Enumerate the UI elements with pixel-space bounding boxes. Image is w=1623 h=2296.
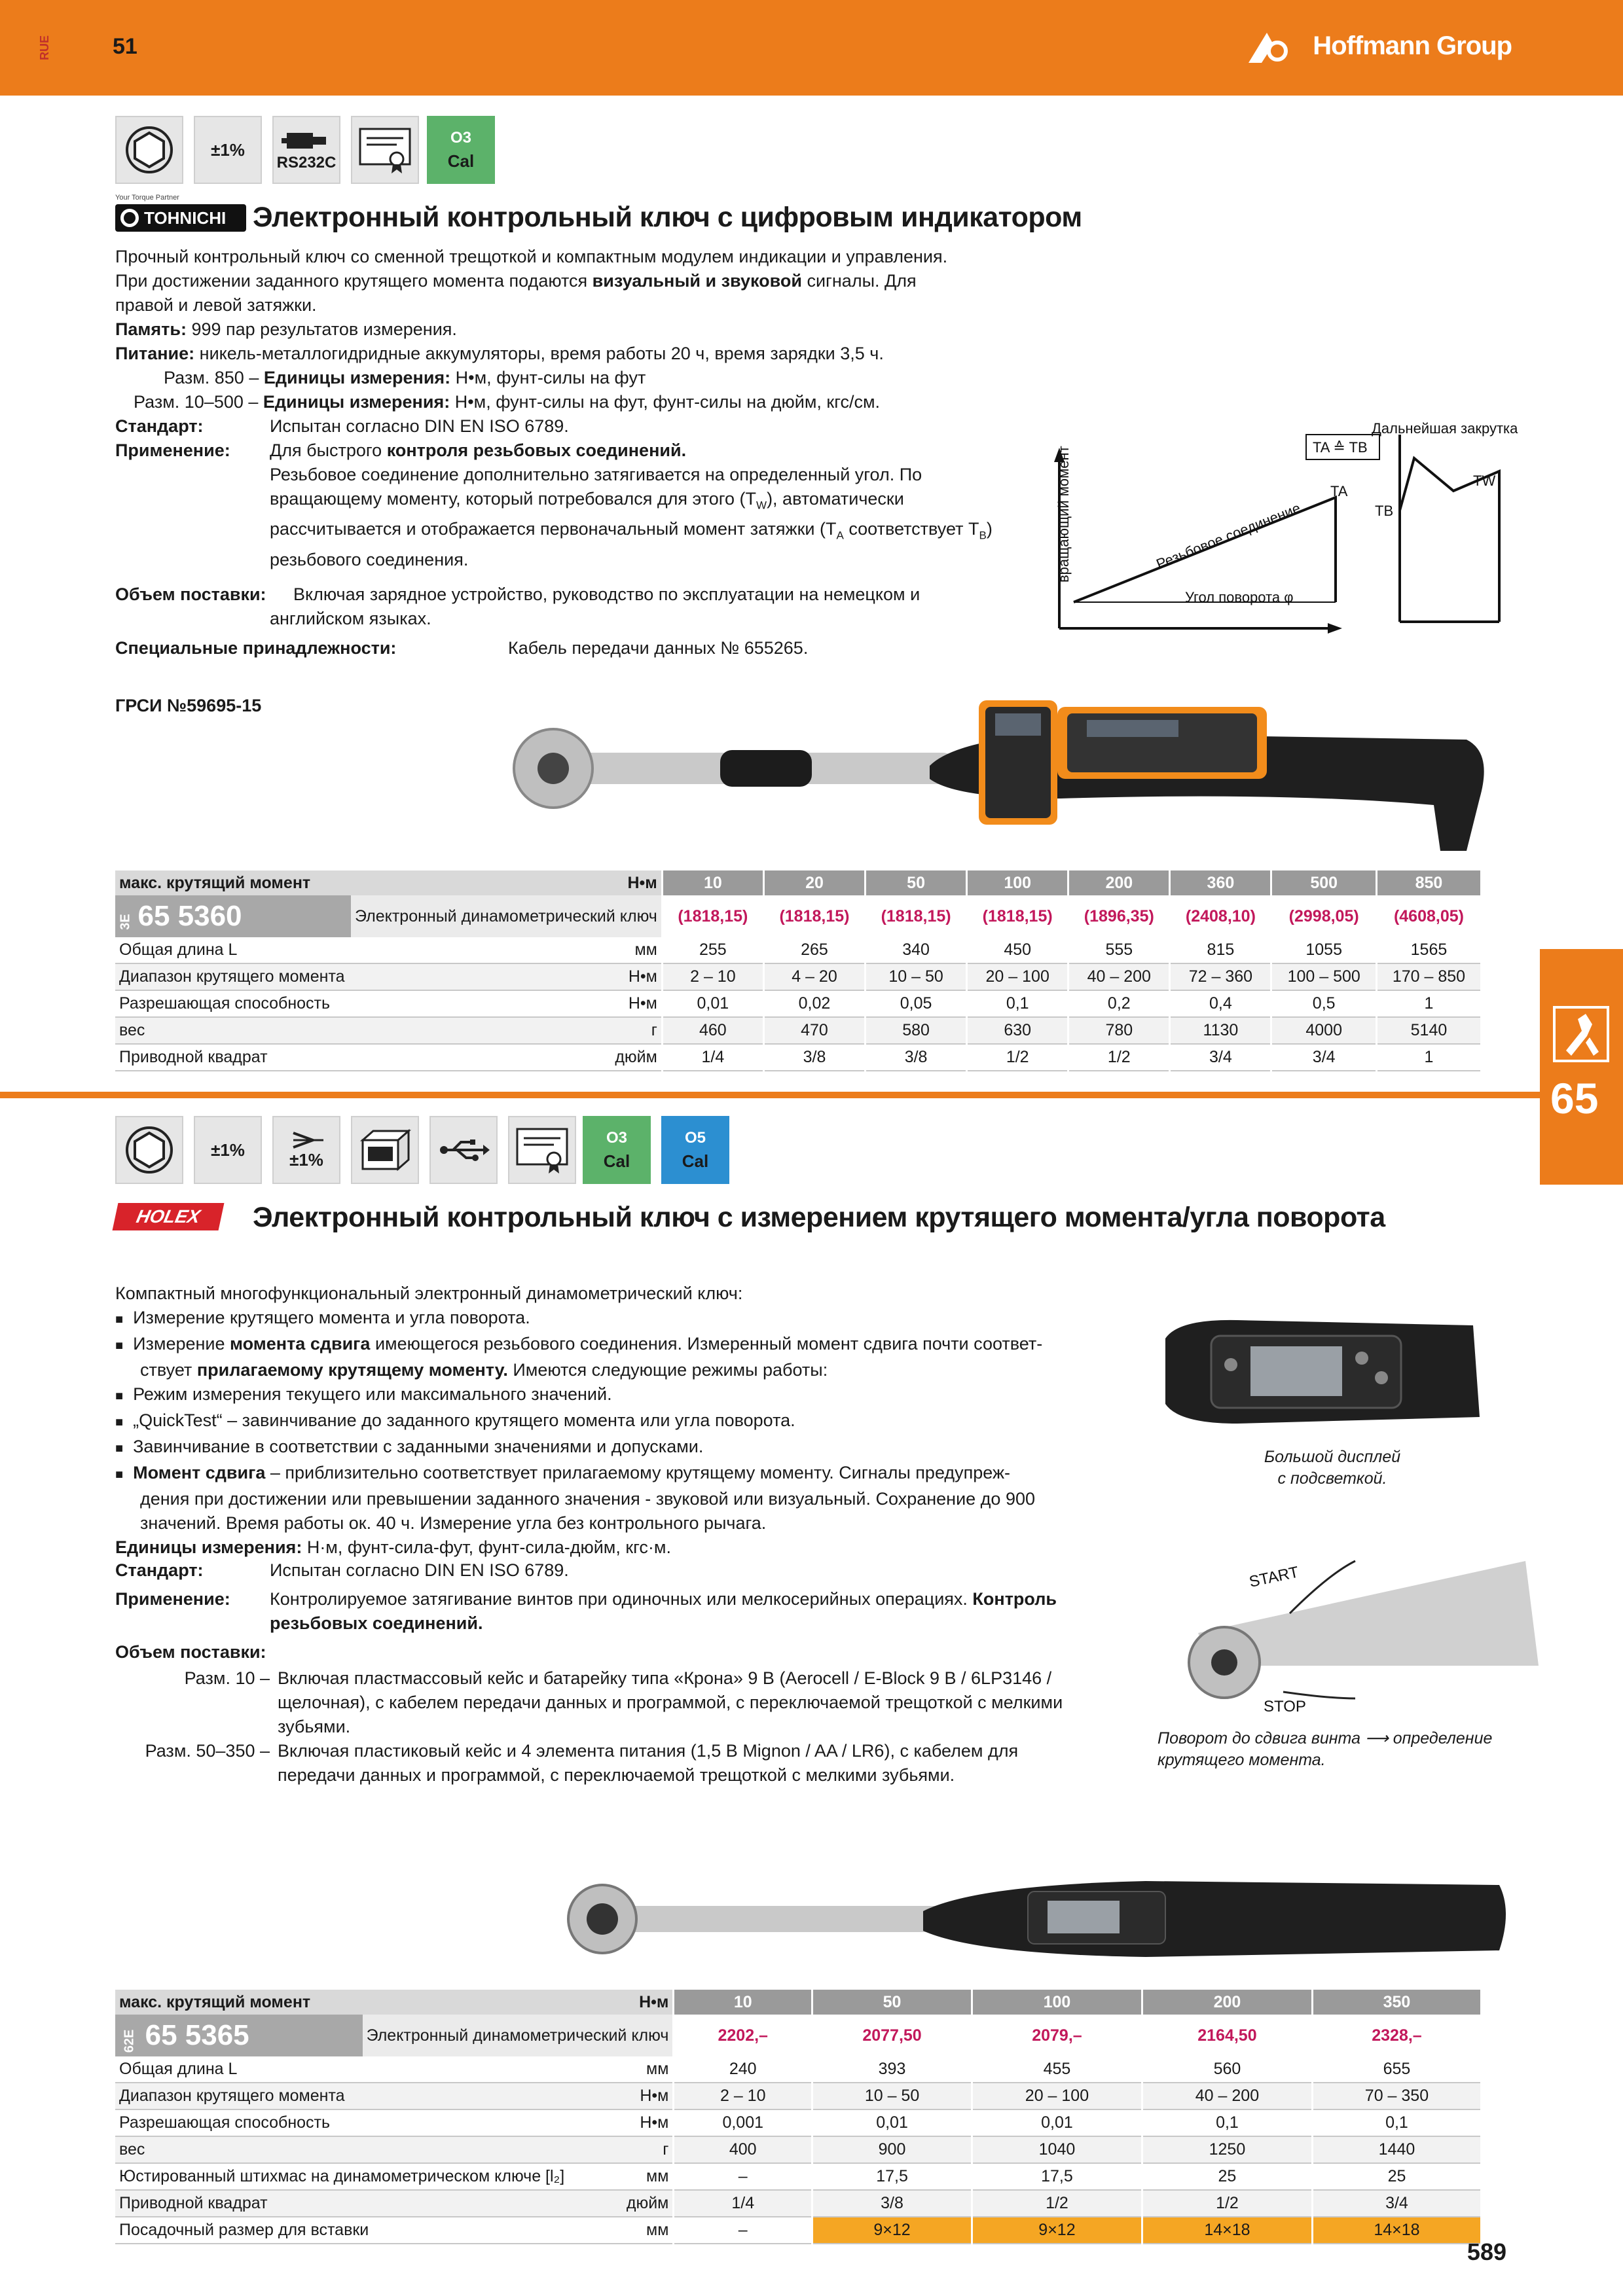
- product-description-2: [115, 1282, 1130, 1560]
- application-label: Применение:: [115, 1589, 230, 1609]
- table-cell: 265: [763, 937, 865, 963]
- caption-angle: Поворот до сдвига винта ⟶ определение крутящего момента.: [1158, 1729, 1493, 1769]
- price-cell: 2202,–: [674, 2015, 812, 2056]
- table-cell: 455: [972, 2056, 1142, 2083]
- intro-line-3: правой и левой затяжки.: [115, 295, 317, 315]
- bullet-item: ■ Измерение крутящего момента и угла поворота.: [115, 1308, 530, 1327]
- price-cell: (2408,10): [1170, 895, 1271, 937]
- max-torque-label: макс. крутящий момент: [115, 870, 520, 895]
- certificate-icon: [508, 1116, 576, 1184]
- table-cell: 580: [866, 1017, 967, 1044]
- price-cell: (4608,05): [1376, 895, 1480, 937]
- size-cell: 200: [1142, 1990, 1312, 2015]
- hoffmann-logo-icon: [1247, 31, 1288, 64]
- max-torque-label: макс. крутящий момент: [115, 1990, 598, 2015]
- table-cell: 0,5: [1271, 990, 1376, 1017]
- cal-label: Cal: [682, 1151, 709, 1171]
- table-cell: 1130: [1170, 1017, 1271, 1044]
- intro-line: Компактный многофункциональный электронный динамометрический ключ:: [115, 1283, 743, 1303]
- bullet-item: ■ Измерение момента сдвига имеющегося резьбового соединения. Измеренный момент сдвига почти соответ-: [115, 1334, 1043, 1354]
- row-label: Разрешающая способность: [115, 2109, 598, 2136]
- price-cell: (1818,15): [763, 895, 865, 937]
- tohnichi-logo-icon: [120, 209, 139, 227]
- bullet-item: ■ Завинчивание в соответствии с заданными значениями и допусками.: [115, 1437, 704, 1456]
- product-name: Электронный динамометрический ключ: [363, 2015, 674, 2056]
- table-cell: 9×12: [972, 2217, 1142, 2244]
- row-unit: г: [598, 2136, 674, 2163]
- size-cell: 100: [972, 1990, 1142, 2015]
- table-cell: 3/8: [763, 1044, 865, 1071]
- table-cell: 17,5: [812, 2163, 972, 2190]
- cal-code: O3: [606, 1128, 627, 1147]
- row-unit: мм: [598, 2163, 674, 2190]
- table-cell: 460: [662, 1017, 763, 1044]
- diagram-further-label: Дальнейшая закрутка: [1372, 420, 1518, 437]
- size-cell: 350: [1312, 1990, 1480, 2015]
- table-cell: 4000: [1271, 1017, 1376, 1044]
- table-price-row: [115, 2015, 1480, 2056]
- standard-label: Стандарт:: [115, 1560, 204, 1580]
- table-cell: 3/4: [1312, 2190, 1480, 2217]
- table-header-row: [115, 1990, 1480, 2015]
- angle-accuracy-badge: [272, 1116, 340, 1184]
- size-cell: 20: [763, 870, 865, 895]
- product-name: Электронный динамометрический ключ: [351, 895, 662, 937]
- diagram-y-label: вращающий момент: [1055, 446, 1072, 583]
- price-cell: (1818,15): [662, 895, 763, 937]
- cal-badge-o3: [583, 1116, 651, 1184]
- size-cell: 10: [662, 870, 763, 895]
- size-cell: 50: [812, 1990, 972, 2015]
- row-unit: дюйм: [598, 2190, 674, 2217]
- table-cell: 0,01: [812, 2109, 972, 2136]
- table-cell: 40 – 200: [1142, 2083, 1312, 2109]
- table-cell: 340: [866, 937, 967, 963]
- tohnichi-wrench-image: [498, 694, 1519, 864]
- application-text: Контролируемое затягивание винтов при одиночных или мелкосерийных операциях. Контроль резьбовых соединений.: [270, 1589, 1057, 1633]
- table-cell: 1/2: [1142, 2190, 1312, 2217]
- table-cell: 240: [674, 2056, 812, 2083]
- table-row: [115, 2163, 1480, 2190]
- product-title-1: Электронный контрольный ключ с цифровым индикатором: [253, 202, 1082, 233]
- price-cell: (1818,15): [967, 895, 1068, 937]
- cal-label: Cal: [447, 151, 475, 171]
- cal-label: Cal: [603, 1151, 630, 1171]
- certificate-icon: [351, 116, 419, 184]
- row-label: Посадочный размер для вставки: [115, 2217, 598, 2244]
- price-cell: 2077,50: [812, 2015, 972, 2056]
- torque-angle-diagram: [1048, 406, 1519, 641]
- article-code: 3E 65 5360: [115, 895, 351, 937]
- table-cell: 900: [812, 2136, 972, 2163]
- row-label: Приводной квадрат: [115, 2190, 598, 2217]
- size-cell: 50: [866, 870, 967, 895]
- brand-partner-text: Your Torque Partner: [115, 194, 179, 202]
- table-cell: 25: [1312, 2163, 1480, 2190]
- row-label: Диапазон крутящего момента: [115, 2083, 598, 2109]
- table-cell: 0,05: [866, 990, 967, 1017]
- size-cell: 360: [1170, 870, 1271, 895]
- bullet-item: ■ „QuickTest“ – завинчивание до заданного крутящего момента или угла поворота.: [115, 1410, 795, 1430]
- cal-code: O5: [684, 1128, 706, 1147]
- page-number: 589: [1467, 2238, 1506, 2265]
- diagram-slope-label: Резьбовое соединение: [1154, 499, 1304, 573]
- table-cell: 100 – 500: [1271, 963, 1376, 990]
- product-description-1: [115, 245, 1045, 414]
- max-torque-unit: Н•м: [598, 1990, 674, 2015]
- table-row: [115, 990, 1480, 1017]
- row-unit: Н•м: [598, 2109, 674, 2136]
- tohnichi-brand-name: TOHNICHI: [144, 207, 227, 228]
- table-cell: 3/4: [1170, 1044, 1271, 1071]
- price-cell: 2079,–: [972, 2015, 1142, 2056]
- table-row: [115, 1044, 1480, 1071]
- diagram-ta: TA: [1330, 483, 1348, 499]
- table-cell: 14×18: [1142, 2217, 1312, 2244]
- holex-brand-name: HOLEX: [134, 1206, 202, 1227]
- table-cell: 1/2: [1068, 1044, 1170, 1071]
- table-row: [115, 2136, 1480, 2163]
- table-cell: 14×18: [1312, 2217, 1480, 2244]
- row-label: Юстированный штихмас на динамометрическом ключе [l₂]: [115, 2163, 598, 2190]
- tohnichi-logo: [115, 204, 246, 232]
- table-row: [115, 937, 1480, 963]
- size-cell: 100: [967, 870, 1068, 895]
- table-cell: 0,1: [967, 990, 1068, 1017]
- table-cell: 1565: [1376, 937, 1480, 963]
- table-cell: –: [674, 2163, 812, 2190]
- price-cell: (1818,15): [866, 895, 967, 937]
- table-cell: 393: [812, 2056, 972, 2083]
- table-cell: 40 – 200: [1068, 963, 1170, 990]
- language-code: RUE: [38, 35, 51, 60]
- table-cell: 655: [1312, 2056, 1480, 2083]
- power-line: Питание: никель-металлогидридные аккумуляторы, время работы 20 ч, время зарядки 3,5 ч.: [115, 344, 884, 363]
- row-unit: г: [520, 1017, 662, 1044]
- price-cell: 2328,–: [1312, 2015, 1480, 2056]
- section-number: 65: [1550, 1074, 1599, 1122]
- product-table-1: [115, 870, 1480, 1071]
- units-850-line: Разм. 850 – Единицы измерения: Н•м, фунт-силы на фут: [164, 368, 646, 387]
- row-label: Общая длина L: [115, 937, 520, 963]
- price-cell: (2998,05): [1271, 895, 1376, 937]
- accuracy-badge: [194, 1116, 262, 1184]
- table-cell: 1250: [1142, 2136, 1312, 2163]
- bullet-item: ■ Режим измерения текущего или максимального значений.: [115, 1384, 612, 1404]
- product-table-2: [115, 1990, 1480, 2244]
- units-10-line: Разм. 10–500 – Единицы измерения: Н•м, фунт-силы на фут, фунт-силы на дюйм, кгс/см.: [134, 392, 881, 412]
- table-cell: 1: [1376, 1044, 1480, 1071]
- table-cell: 3/8: [812, 2190, 972, 2217]
- standard-label: Стандарт:: [115, 416, 204, 436]
- table-cell: 815: [1170, 937, 1271, 963]
- standard-value: Испытан согласно DIN EN ISO 6789.: [270, 416, 569, 436]
- table-row: [115, 2083, 1480, 2109]
- table-cell: 10 – 50: [866, 963, 967, 990]
- bullet-continuation: ствует прилагаемому крутящему моменту. Имеются следующие режимы работы:: [140, 1360, 828, 1380]
- price-cell: (1896,35): [1068, 895, 1170, 937]
- row-unit: Н•м: [520, 990, 662, 1017]
- table-cell: 1/2: [972, 2190, 1142, 2217]
- table-cell: 170 – 850: [1376, 963, 1480, 990]
- stop-label: STOP: [1264, 1698, 1306, 1715]
- accuracy-badge: [194, 116, 262, 184]
- scope-text: Разм. 10 – Включая пластмассовый кейс и батарейку типа «Крона» 9 В (Aerocell / E-Block 9 B / 6LP3146 / щелочная), с кабелем передачи данных и программой, с переключаемой трещоткой с мелкими зубьями. Разм. 50–350 – Включая пластиковый кейс и 4 элемента питания (1,5 В Mignon / AA / LR6), с кабелем для передачи данных и программой, с переключаемой трещоткой с мелкими зубьями.: [145, 1668, 1063, 1785]
- rs232c-label: RS232C: [276, 154, 337, 171]
- table-row: [115, 2109, 1480, 2136]
- table-cell: 780: [1068, 1017, 1170, 1044]
- hex-socket-icon: [115, 116, 183, 184]
- row-label: Диапазон крутящего момента: [115, 963, 520, 990]
- table-cell: 2 – 10: [662, 963, 763, 990]
- table-cell: 255: [662, 937, 763, 963]
- row-unit: мм: [598, 2056, 674, 2083]
- size-cell: 500: [1271, 870, 1376, 895]
- cal-badge-o3: [427, 116, 495, 184]
- table-cell: 560: [1142, 2056, 1312, 2083]
- accuracy-label: ±1%: [211, 139, 245, 160]
- row-label: вес: [115, 2136, 598, 2163]
- table-cell: 9×12: [812, 2217, 972, 2244]
- table-cell: 1055: [1271, 937, 1376, 963]
- angle-icon: [287, 1130, 326, 1150]
- table-cell: 3/4: [1271, 1044, 1376, 1071]
- holex-wrench-image: [556, 1872, 1512, 1977]
- intro-line-1: Прочный контрольный ключ со сменной трещоткой и компактным модулем индикации и управления.: [115, 247, 948, 266]
- table-cell: 0,01: [972, 2109, 1142, 2136]
- row-label: Общая длина L: [115, 2056, 598, 2083]
- intro-line-2: При достижении заданного крутящего момента подаются визуальный и звуковой сигналы. Для: [115, 271, 917, 291]
- table-cell: 0,1: [1312, 2109, 1480, 2136]
- table-cell: 0,4: [1170, 990, 1271, 1017]
- table-row: [115, 1017, 1480, 1044]
- row-unit: Н•м: [520, 963, 662, 990]
- memory-line: Память: 999 пар результатов измерения.: [115, 319, 457, 339]
- row-unit: дюйм: [520, 1044, 662, 1071]
- table-header-row: [115, 870, 1480, 895]
- table-cell: 1/4: [674, 2190, 812, 2217]
- max-torque-unit: Н•м: [520, 870, 662, 895]
- brand-name: Hoffmann Group: [1313, 31, 1512, 60]
- table-row: [115, 2190, 1480, 2217]
- table-body-2: [115, 2056, 1480, 2244]
- table-cell: 0,01: [662, 990, 763, 1017]
- table-cell: 0,1: [1142, 2109, 1312, 2136]
- table-cell: 10 – 50: [812, 2083, 972, 2109]
- table-cell: 20 – 100: [967, 963, 1068, 990]
- table-cell: 1/4: [662, 1044, 763, 1071]
- cal-code: O3: [450, 128, 471, 147]
- table-row: [115, 963, 1480, 990]
- application-text: Для быстрого контроля резьбовых соединений. Резьбовое соединение дополнительно затягивается на определенный угол. По вращающему моменту, который потребовался для этого $(T_W)$, автоматически рассчитывается и отображается первоначальный момент затяжки ($T_A$ соответствует $T_B$) резьбового соединения.: [270, 440, 993, 569]
- accuracy-label: ±1%: [211, 1139, 245, 1160]
- units-line: Единицы измерения: Н·м, фунт-сила-фут, фунт-сила-дюйм, кгс·м.: [115, 1537, 671, 1557]
- scope-text: Включая зарядное устройство, руководство по эксплуатации на немецком и английском языках.: [270, 584, 921, 628]
- table-cell: 400: [674, 2136, 812, 2163]
- bullet-continuation: значений. Время работы ок. 40 ч. Измерение угла без контрольного рычага.: [140, 1513, 767, 1533]
- caption-display: Большой дисплей с подсветкой.: [1264, 1448, 1401, 1488]
- size-cell: 200: [1068, 870, 1170, 895]
- table-cell: 450: [967, 937, 1068, 963]
- section-divider: [0, 1092, 1545, 1098]
- table-cell: 25: [1142, 2163, 1312, 2190]
- display-closeup-image: [1159, 1312, 1486, 1443]
- table-cell: 1440: [1312, 2136, 1480, 2163]
- table-cell: –: [674, 2217, 812, 2244]
- table-cell: 20 – 100: [972, 2083, 1142, 2109]
- rs232c-plug-icon: [280, 128, 333, 154]
- table-row: [115, 2056, 1480, 2083]
- table-cell: 70 – 350: [1312, 2083, 1480, 2109]
- table-cell: 470: [763, 1017, 865, 1044]
- display-icon: [351, 1116, 419, 1184]
- table-cell: 1/2: [967, 1044, 1068, 1071]
- table-cell: 555: [1068, 937, 1170, 963]
- grsi-number: ГРСИ №59695-15: [115, 696, 262, 715]
- diagram-x-label: Угол поворота φ: [1185, 589, 1294, 605]
- diagram-tw: TW: [1473, 473, 1496, 489]
- table-price-row: [115, 895, 1480, 937]
- cal-badge-o5: [661, 1116, 729, 1184]
- application-label: Применение:: [115, 440, 230, 460]
- accessories-label: Специальные принадлежности:: [115, 638, 397, 658]
- bullet-continuation: дения при достижении или превышении заданного значения - звуковой или визуальный. Сохранение до 900: [140, 1489, 1035, 1509]
- diagram-ta-tb: TA ≙ TB: [1313, 439, 1368, 456]
- table-row: [115, 2217, 1480, 2244]
- table-cell: 1: [1376, 990, 1480, 1017]
- row-unit: мм: [520, 937, 662, 963]
- scope-label: Объем поставки:: [115, 584, 266, 604]
- accessories-value: Кабель передачи данных № 655265.: [508, 638, 809, 658]
- scope-label: Объем поставки:: [115, 1642, 266, 1662]
- standard-value: Испытан согласно DIN EN ISO 6789.: [270, 1560, 569, 1580]
- row-unit: Н•м: [598, 2083, 674, 2109]
- price-cell: 2164,50: [1142, 2015, 1312, 2056]
- table-cell: 3/8: [866, 1044, 967, 1071]
- rs232c-badge: [272, 116, 340, 184]
- table-cell: 0,02: [763, 990, 865, 1017]
- holex-logo: [113, 1203, 225, 1230]
- row-label: Приводной квадрат: [115, 1044, 520, 1071]
- tools-icon: [1552, 1005, 1611, 1064]
- table-cell: 5140: [1376, 1017, 1480, 1044]
- article-code: 62E 65 5365: [115, 2015, 363, 2056]
- section-side-tab: [1540, 949, 1623, 1185]
- table-cell: 630: [967, 1017, 1068, 1044]
- catalog-section-number: 51: [113, 34, 137, 59]
- angle-rotation-image: [1159, 1535, 1545, 1718]
- usb-icon: [429, 1116, 498, 1184]
- angle-accuracy-label: ±1%: [289, 1149, 323, 1170]
- row-label: вес: [115, 1017, 520, 1044]
- product-title-2: Электронный контрольный ключ с измерением крутящего момента/угла поворота: [253, 1202, 1385, 1233]
- diagram-tb: TB: [1375, 503, 1394, 519]
- table-cell: 72 – 360: [1170, 963, 1271, 990]
- row-label: Разрешающая способность: [115, 990, 520, 1017]
- start-label: START: [1247, 1563, 1301, 1591]
- size-cell: 10: [674, 1990, 812, 2015]
- table-cell: 2 – 10: [674, 2083, 812, 2109]
- table-cell: 1040: [972, 2136, 1142, 2163]
- hex-socket-icon: [115, 1116, 183, 1184]
- table-cell: 4 – 20: [763, 963, 865, 990]
- table-cell: 0,2: [1068, 990, 1170, 1017]
- table-cell: 17,5: [972, 2163, 1142, 2190]
- table-cell: 0,001: [674, 2109, 812, 2136]
- table-body-1: [115, 937, 1480, 1071]
- size-cell: 850: [1376, 870, 1480, 895]
- bullet-item: ■ Момент сдвига – приблизительно соответствует прилагаемому крутящему моменту. Сигналы предупреж-: [115, 1463, 1011, 1482]
- row-unit: мм: [598, 2217, 674, 2244]
